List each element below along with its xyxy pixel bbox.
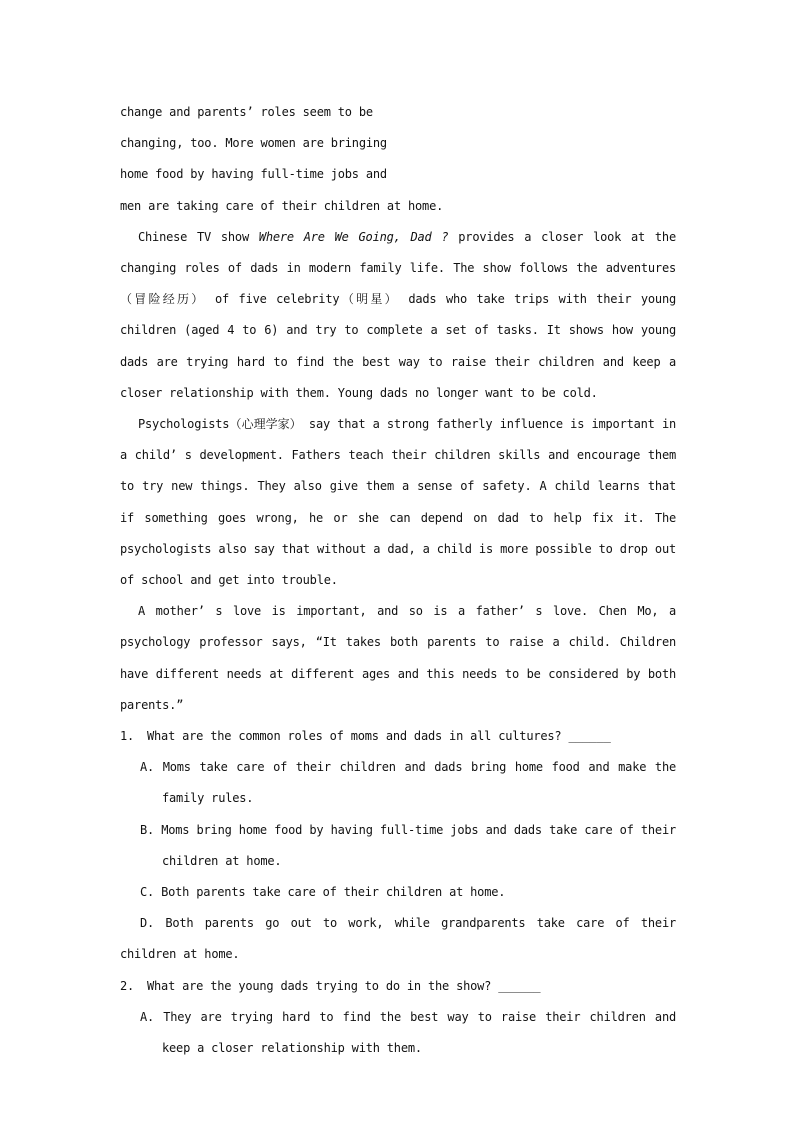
intro-line: men are taking care of their children at home. <box>120 198 444 213</box>
paragraph-psychologists <box>120 409 676 596</box>
para3-text: Psychologists <box>138 417 230 432</box>
question-number: 2. <box>120 978 135 993</box>
question-1 <box>120 721 676 752</box>
question-1-option-c[interactable]: C. Both parents take care of their children at home. <box>140 885 506 900</box>
para2-text: Chinese TV show <box>138 229 259 244</box>
chinese-gloss: （心理学家） <box>229 417 302 432</box>
intro-line: changing, too. More women are bringing <box>120 136 387 151</box>
chinese-gloss: （明星） <box>339 292 399 307</box>
show-title: Where Are We Going, Dad ? <box>258 229 449 244</box>
para2-text: dads who take trips with their young children (aged 4 to 6) and try to complete a set of tasks. It shows how young dads are trying hard to find the best way to raise their children and keep a closer relationship with them. Young dads no longer want to be cold. <box>120 292 676 400</box>
question-number: 1. <box>120 729 135 744</box>
intro-line: change and parents’ roles seem to be <box>120 105 373 119</box>
question-1-option-d[interactable]: D. Both parents go out to work, while grandparents take care of their children at home. <box>120 916 676 962</box>
intro-line: home food by having full-time jobs and <box>120 167 387 182</box>
question-2-option-a[interactable]: A. They are trying hard to find the best way to raise their children and keep a closer relationship with them. <box>140 1009 676 1056</box>
question-1-option-a[interactable]: A. Moms take care of their children and dads bring home food and make the family rules. <box>140 760 676 806</box>
document-page <box>120 97 676 1064</box>
paragraph-mothers-love: A mother’ s love is important, and so is a father’ s love. Chen Mo, a psychology professor says, “It takes both parents to raise a child. Children have different needs at different ages and this needs to be considered by both parents.” <box>120 604 676 712</box>
chinese-gloss: （冒险经历） <box>120 292 206 307</box>
question-2 <box>120 971 676 1002</box>
question-text: What are the young dads trying to do in the show? ______ <box>147 978 541 993</box>
para3-text: say that a strong fatherly influence is important in a child’ s development. Fathers teach their children skills and encourage them to try new things. They also give them a sense of safety. A child learns that if something goes wrong, he or she can depend on dad to help fix it. The psychologists also say that without a dad, a child is more possible to drop out of school and get into trouble. <box>120 417 676 588</box>
paragraph-tv-show <box>120 222 676 409</box>
para2-text: of five celebrity <box>205 292 340 307</box>
question-text: What are the common roles of moms and dads in all cultures? ______ <box>147 729 611 744</box>
para2-text: provides a closer look at the changing roles of dads in modern family life. The show follows the adventures <box>120 229 676 276</box>
question-1-option-b[interactable]: B. Moms bring home food by having full-time jobs and dads take care of their children at home. <box>140 822 676 868</box>
